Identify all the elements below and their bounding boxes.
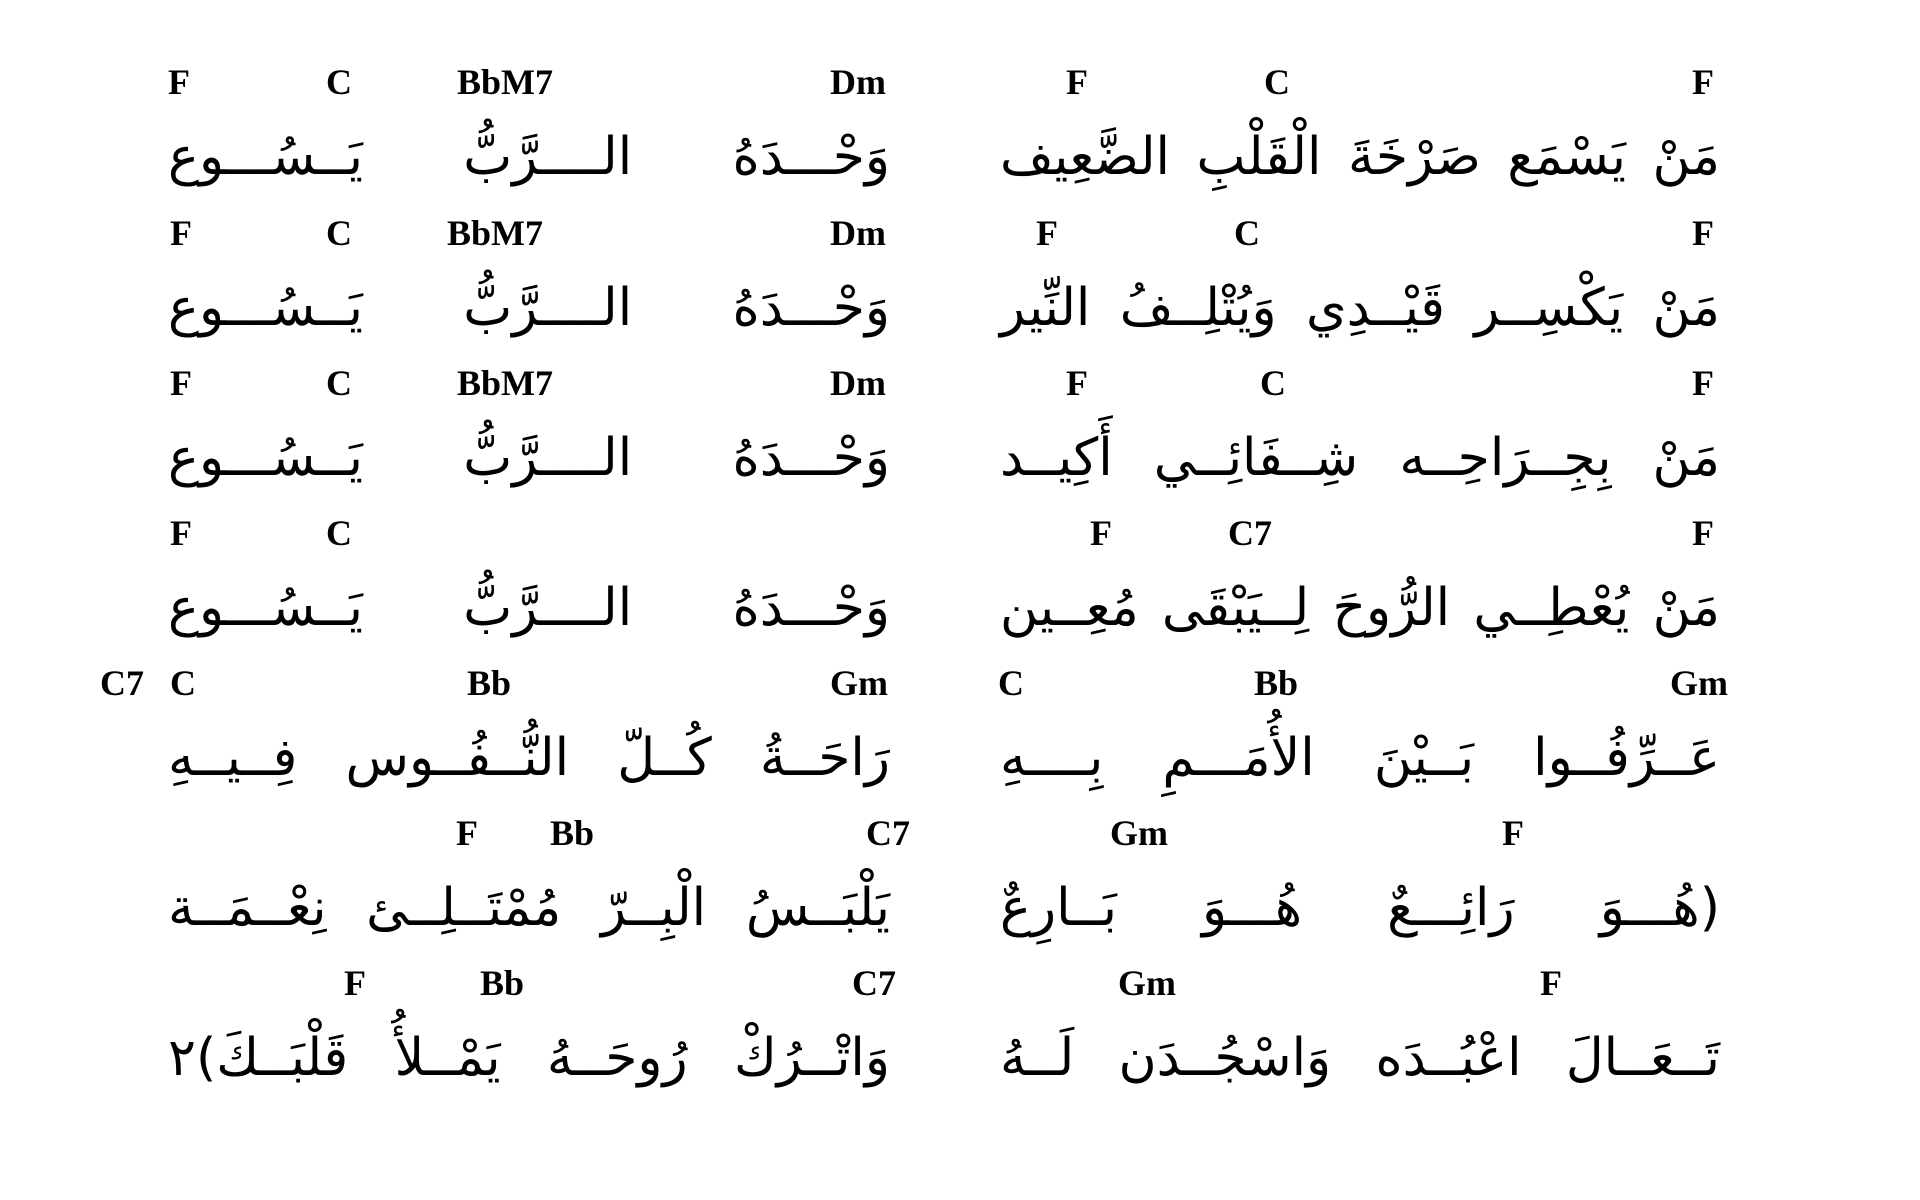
lyric-left: وَحْـــدَهُ الــــرَّبُّ يَــسُـــوع [168,428,890,488]
lyric-left: يَلْبَــسُ الْبِــرّ مُمْتَــلِــئ نِعْــمَــة [168,878,890,938]
chord: BbM7 [457,62,554,102]
chord: BbM7 [447,213,544,253]
lyric-left: وَحْـــدَهُ الــــرَّبُّ يَــسُـــوع [168,578,890,638]
chord: F [1692,62,1714,102]
chord: F [1692,513,1714,553]
chord: C7 [100,663,144,703]
chord: F [456,813,478,853]
chord: C7 [1228,513,1272,553]
chord: Gm [1670,663,1728,703]
chord: F [168,62,190,102]
chord: Dm [830,62,886,102]
chord: Gm [830,663,888,703]
lyric-left: وَاتْــرُكْ رُوحَــهُ يَمْــلأُ قَلْبَــكَ)٢ [168,1028,890,1088]
lyric-right: مَنْ بِجِــرَاحِــه شِــفَائِــي أَكِيــد [1000,428,1720,488]
chord: Bb [550,813,595,853]
chord: F [344,963,366,1003]
chord: C [1264,62,1290,102]
chord: F [1090,513,1112,553]
chord: C7 [852,963,896,1003]
chord: Bb [480,963,525,1003]
song-line-1 [0,62,1920,212]
chord: F [1066,62,1088,102]
lyric-left: وَحْـــدَهُ الــــرَّبُّ يَــسُـــوع [168,127,890,187]
lyric-right: عَــرِّفُــوا بَــيْنَ الأُمَـــمِ بِــــهِ [1000,728,1720,788]
chord: F [1036,213,1058,253]
song-line-6 [0,813,1920,963]
chord: C [326,513,352,553]
chord: F [1692,213,1714,253]
song-line-4 [0,513,1920,663]
chord: Gm [1118,963,1176,1003]
chord: C [1234,213,1260,253]
lyric-right: تَــعَــالَ اعْبُــدَه وَاسْجُــدَن لَــهُ [1000,1028,1720,1088]
chord: C [1260,363,1286,403]
lyric-right: (هُـــوَ رَائِـــعٌ هُـــوَ بَــارِعٌ [1000,878,1720,938]
chord: F [1502,813,1524,853]
chord: C [170,663,196,703]
lyric-right: مَنْ يَكْسِــر قَيْــدِي وَيُتْلِــفُ النِّير [1000,278,1720,338]
chord: Dm [830,213,886,253]
chord: C [326,213,352,253]
lyric-right: مَنْ يُعْطِــي الرُّوحَ لِــيَبْقَى مُعِــين [1000,578,1720,638]
song-line-2 [0,213,1920,363]
chord: F [170,363,192,403]
song-line-3 [0,363,1920,513]
chord: C [326,62,352,102]
lyric-left: وَحْـــدَهُ الــــرَّبُّ يَــسُـــوع [168,278,890,338]
chord: F [1692,363,1714,403]
chord: Gm [1110,813,1168,853]
chord: F [1540,963,1562,1003]
song-line-7 [0,963,1920,1113]
chord: C [998,663,1024,703]
chord: F [1066,363,1088,403]
song-line-5 [0,663,1920,813]
lyric-left: رَاحَــةُ كُــلّ النُّــفُــوس فِــيــهِ [168,728,890,788]
chord: C [326,363,352,403]
chord: Bb [467,663,512,703]
lyric-right: مَنْ يَسْمَع صَرْخَةَ الْقَلْبِ الضَّعِيف [1000,127,1720,187]
chord: Dm [830,363,886,403]
chord: F [170,213,192,253]
chord: F [170,513,192,553]
chord: Bb [1254,663,1299,703]
chord: BbM7 [457,363,554,403]
chord: C7 [866,813,910,853]
